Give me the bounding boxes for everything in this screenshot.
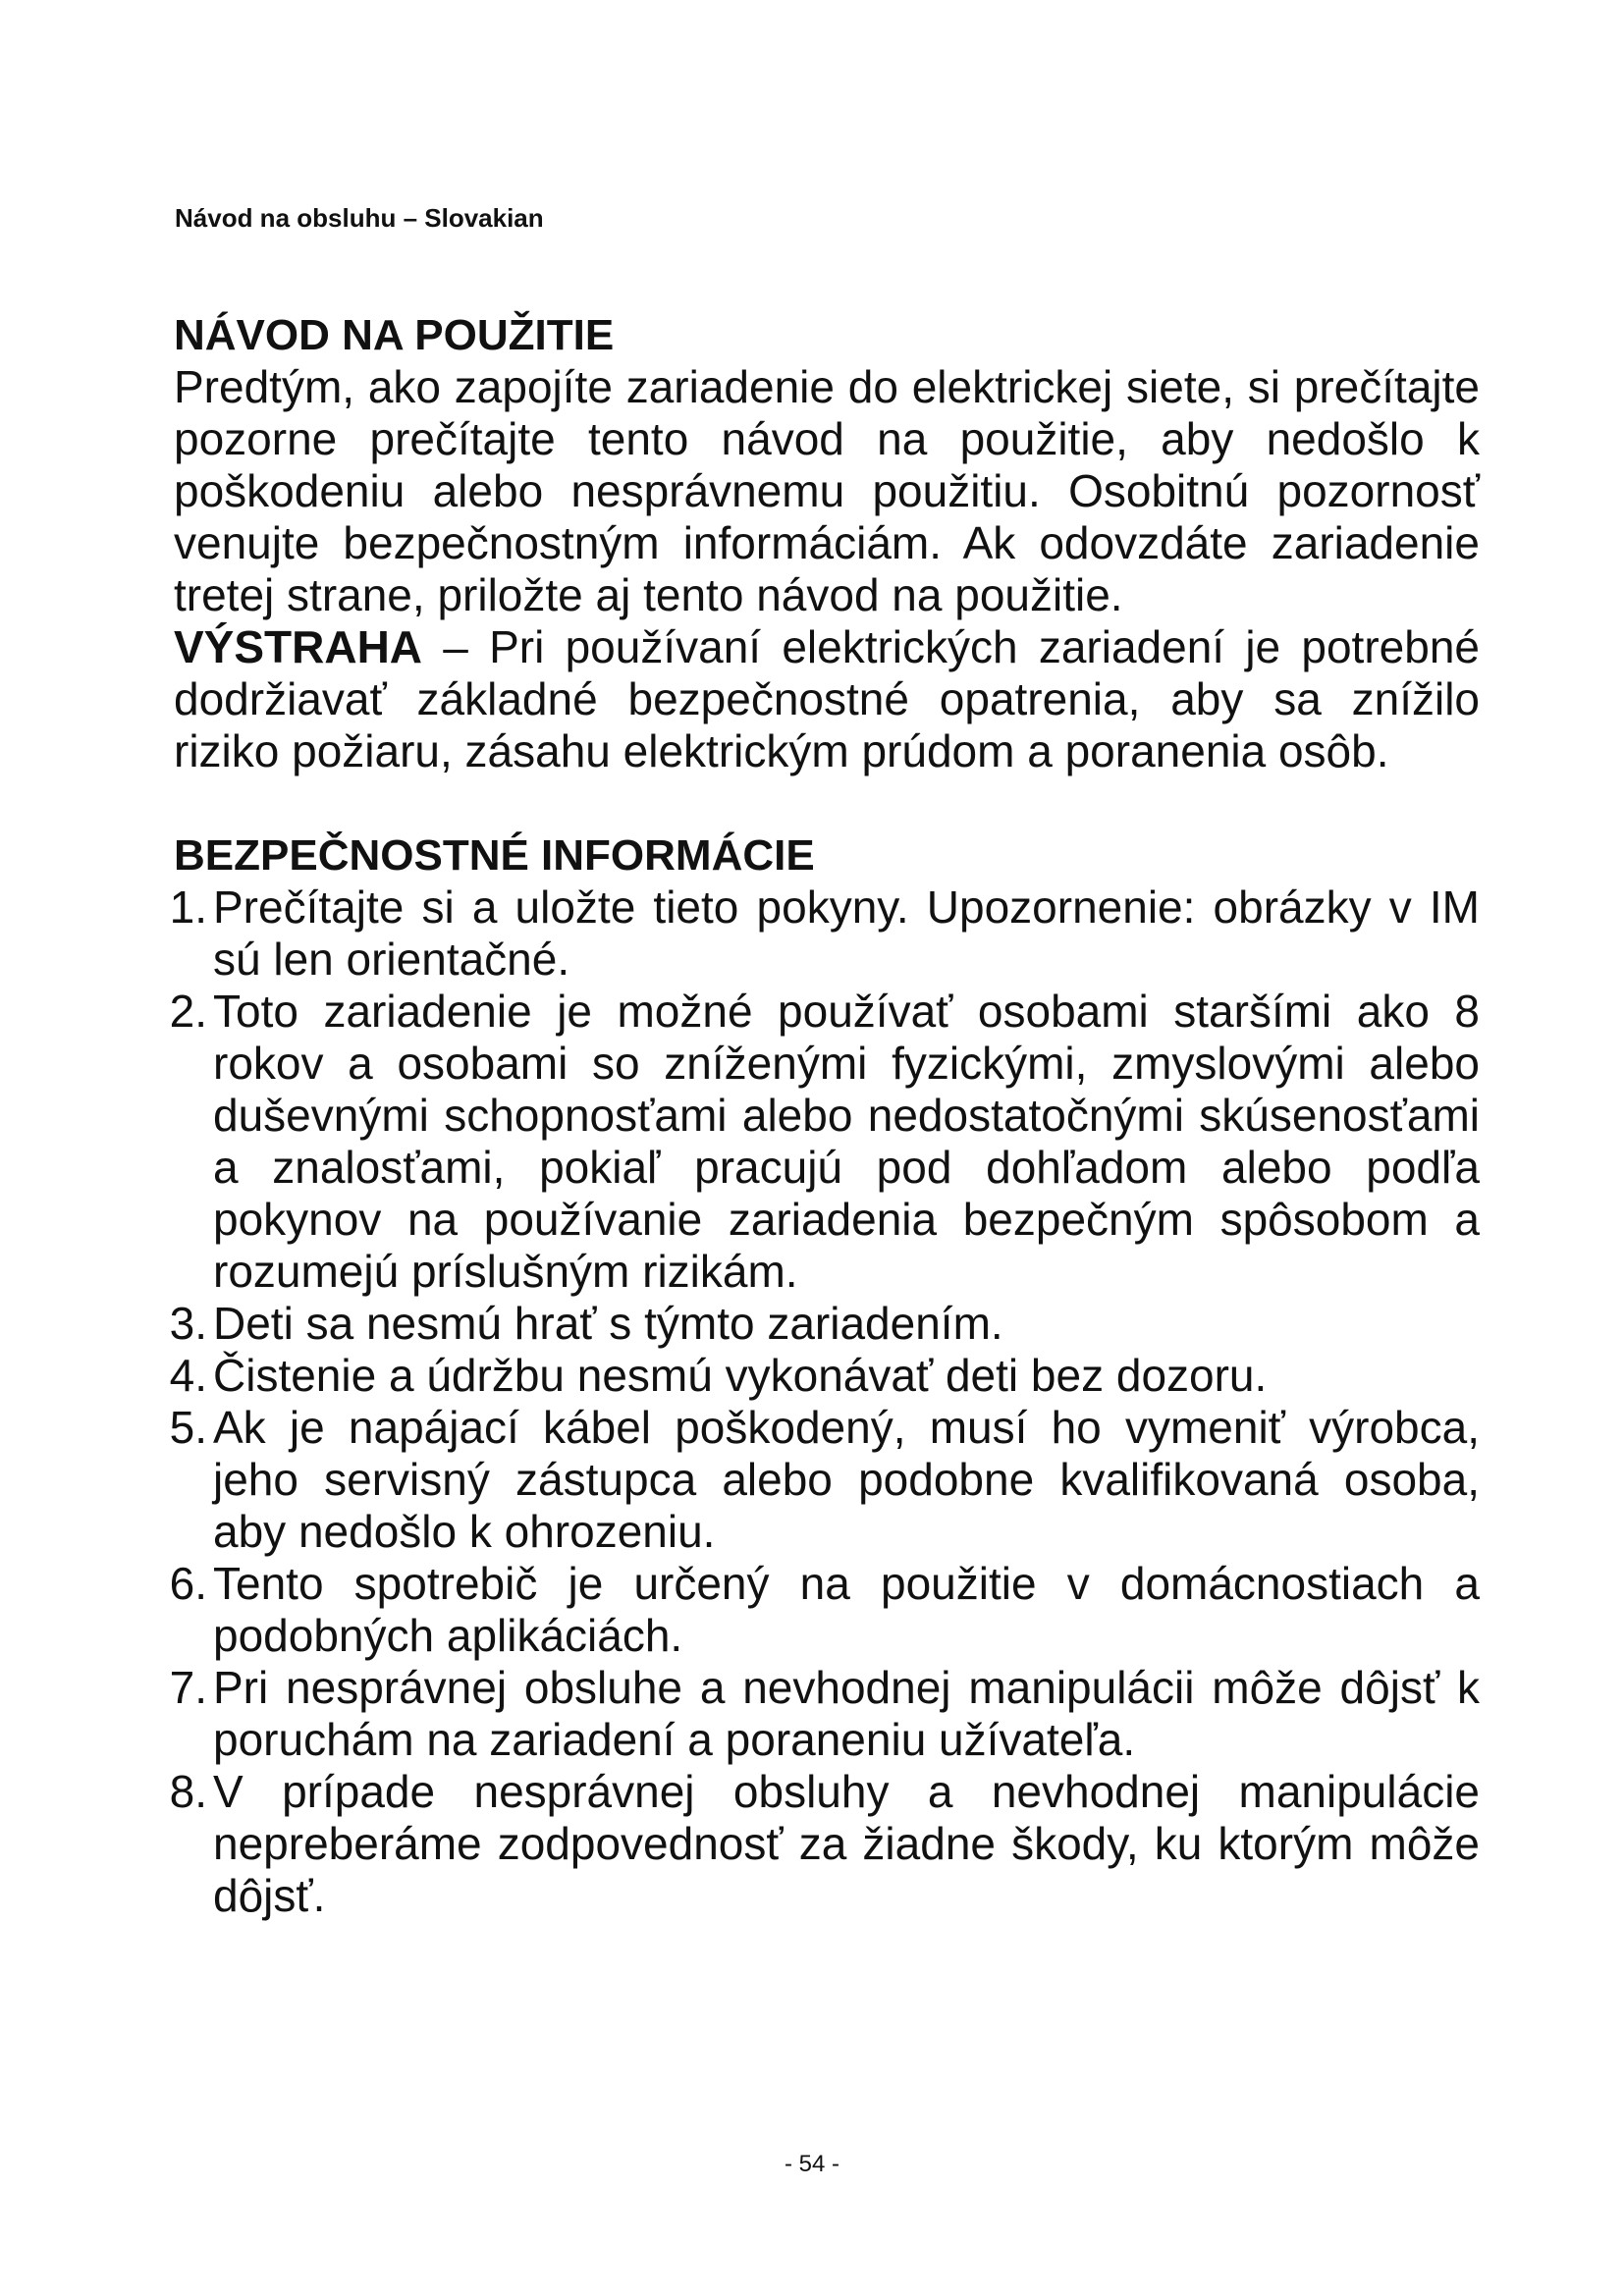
section-spacer bbox=[174, 777, 1480, 829]
list-item-text: Čistenie a údržbu nesmú vykonávať deti bez dozoru. bbox=[213, 1350, 1268, 1401]
list-item bbox=[169, 1558, 1480, 1662]
list-item-text: Ak je napájací kábel poškodený, musí ho vymeniť výrobca, jeho servisný zástupca alebo podobne kvalifikovaná osoba, aby nedošlo k ohrozeniu. bbox=[213, 1402, 1480, 1557]
list-item-number: 3. bbox=[169, 1298, 207, 1349]
list-item-number: 5. bbox=[169, 1402, 207, 1453]
list-item-text: V prípade nesprávnej obsluhy a nevhodnej manipulácie nepreberáme zodpovednosť za žiadne škody, ku ktorým môže dôjsť. bbox=[213, 1766, 1480, 1921]
list-item-number: 2. bbox=[169, 986, 207, 1037]
warning-label: VÝSTRAHA bbox=[174, 621, 423, 672]
list-item bbox=[169, 1350, 1480, 1402]
list-item bbox=[169, 881, 1480, 986]
list-item-text: Prečítajte si a uložte tieto pokyny. Upozornenie: obrázky v IM sú len orientačné. bbox=[213, 881, 1480, 985]
list-item bbox=[169, 1766, 1480, 1922]
list-item bbox=[169, 1402, 1480, 1558]
list-item-text: Tento spotrebič je určený na použitie v domácnostiach a podobných aplikáciách. bbox=[213, 1558, 1480, 1661]
list-item-number: 7. bbox=[169, 1662, 207, 1713]
safety-list bbox=[169, 881, 1480, 1922]
list-item-number: 1. bbox=[169, 881, 207, 933]
list-item-text: Deti sa nesmú hrať s týmto zariadením. bbox=[213, 1298, 1003, 1349]
list-item-text: Pri nesprávnej obsluhe a nevhodnej manipulácii môže dôjsť k poruchám na zariadení a poraneniu užívateľa. bbox=[213, 1662, 1480, 1765]
instructions-title: NÁVOD NA POUŽITIE bbox=[174, 311, 615, 359]
safety-title: BEZPEČNOSTNÉ INFORMÁCIE bbox=[174, 831, 815, 880]
instructions-intro: Predtým, ako zapojíte zariadenie do elektrickej siete, si prečítajte pozorne prečítajte tento návod na použitie, aby nedošlo k poškodeniu alebo nesprávnemu použitiu. Osobitnú pozornosť venujte bezpečnostným informáciám. Ak odovzdáte zariadenie tretej strane, priložte aj tento návod na použitie. bbox=[174, 361, 1480, 620]
warning-paragraph bbox=[174, 621, 1480, 777]
list-item-number: 4. bbox=[169, 1350, 207, 1401]
list-item-number: 8. bbox=[169, 1766, 207, 1817]
page-number: - 54 - bbox=[784, 2151, 839, 2177]
list-item-number: 6. bbox=[169, 1558, 207, 1609]
document-body bbox=[169, 309, 1480, 1922]
warning-text: – Pri používaní elektrických zariadení je potrebné dodržiavať základné bezpečnostné opatrenia, aby sa znížilo riziko požiaru, zásahu elektrickým prúdom a poranenia osôb. bbox=[174, 621, 1480, 776]
list-item bbox=[169, 1662, 1480, 1766]
list-item bbox=[169, 1298, 1480, 1350]
list-item bbox=[169, 986, 1480, 1298]
document-header: Návod na obsluhu – Slovakian bbox=[175, 203, 544, 233]
list-item-text: Toto zariadenie je možné používať osobami staršími ako 8 rokov a osobami so zníženými fyzickými, zmyslovými alebo duševnými schopnosťami alebo nedostatočnými skúsenosťami a znalosťami, pokiaľ pracujú pod dohľadom alebo podľa pokynov na používanie zariadenia bezpečným spôsobom a rozumejú príslušným rizikám. bbox=[213, 986, 1480, 1297]
